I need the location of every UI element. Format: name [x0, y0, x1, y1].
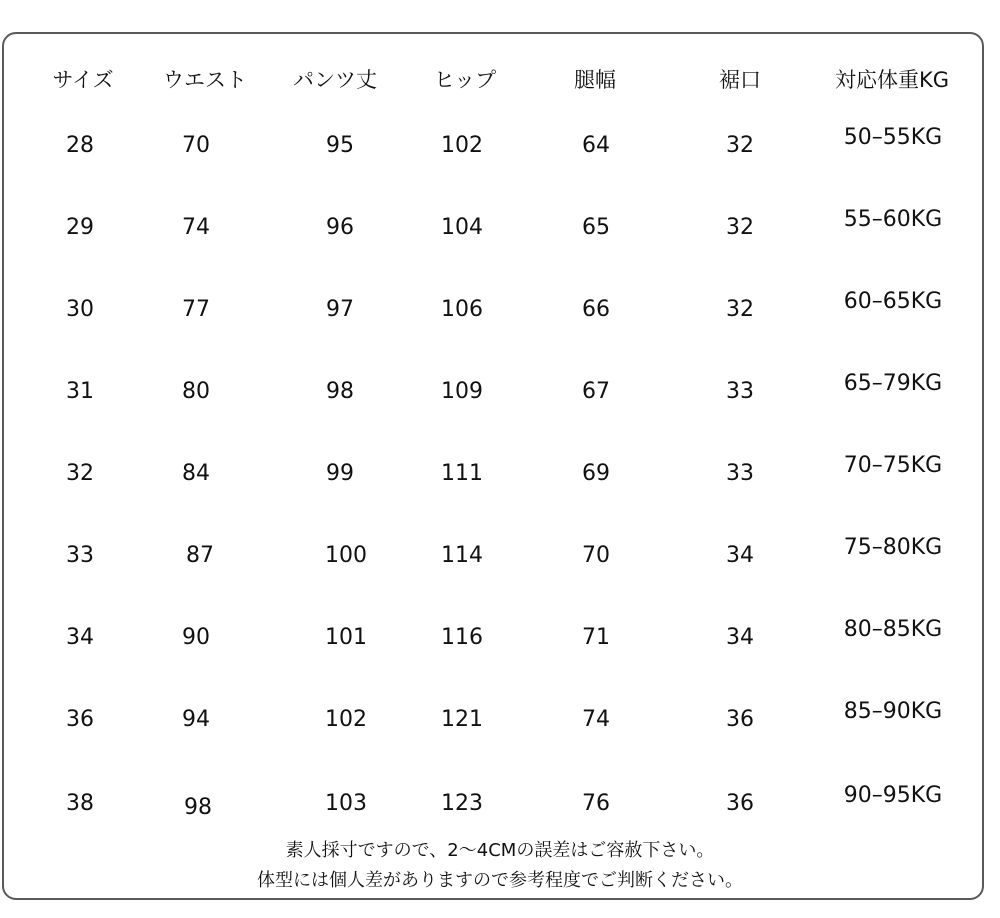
cell-pants-length: 95 [326, 133, 354, 158]
cell-weight: 90–95KG [843, 783, 943, 808]
cell-size: 33 [66, 543, 94, 568]
cell-hem: 36 [726, 707, 754, 732]
header-pants-length: パンツ丈 [293, 68, 377, 92]
cell-weight: 50–55KG [843, 125, 943, 150]
cell-hem: 34 [726, 625, 754, 650]
cell-pants-length: 103 [325, 791, 367, 816]
table-row [0, 536, 1000, 576]
cell-weight: 70–75KG [843, 453, 943, 478]
table-row [0, 700, 1000, 740]
cell-thigh-width: 71 [582, 625, 610, 650]
cell-thigh-width: 65 [582, 215, 610, 240]
cell-hip: 116 [441, 625, 483, 650]
cell-size: 32 [66, 461, 94, 486]
cell-size: 36 [66, 707, 94, 732]
measurement-note: 素人採寸ですので、2～4CMの誤差はご容赦下さい。 [285, 840, 715, 861]
cell-thigh-width: 67 [582, 379, 610, 404]
cell-waist: 70 [182, 133, 210, 158]
cell-thigh-width: 74 [582, 707, 610, 732]
table-row [0, 208, 1000, 248]
cell-weight: 85–90KG [843, 699, 943, 724]
header-thigh-width: 腿幅 [574, 68, 616, 92]
header-weight: 対応体重KG [834, 68, 950, 92]
cell-pants-length: 97 [326, 297, 354, 322]
cell-size: 30 [66, 297, 94, 322]
cell-waist: 87 [186, 543, 214, 568]
body-type-note: 体型には個人差がありますので参考程度でご判断ください。 [257, 870, 743, 891]
cell-weight: 75–80KG [843, 535, 943, 560]
cell-size: 34 [66, 625, 94, 650]
cell-pants-length: 100 [325, 543, 367, 568]
cell-hem: 33 [726, 461, 754, 486]
table-row [0, 454, 1000, 494]
cell-thigh-width: 64 [582, 133, 610, 158]
cell-hip: 123 [441, 791, 483, 816]
cell-size: 31 [66, 379, 94, 404]
cell-pants-length: 98 [326, 379, 354, 404]
table-row [0, 618, 1000, 658]
table-row [0, 784, 1000, 824]
cell-pants-length: 96 [326, 215, 354, 240]
cell-size: 29 [66, 215, 94, 240]
table-header-row [0, 62, 1000, 98]
cell-hip: 109 [441, 379, 483, 404]
cell-waist: 90 [182, 625, 210, 650]
cell-hem: 33 [726, 379, 754, 404]
cell-hip: 111 [441, 461, 483, 486]
cell-hip: 114 [441, 543, 483, 568]
header-hem: 裾口 [719, 68, 761, 92]
header-size: サイズ [52, 68, 114, 92]
cell-pants-length: 101 [325, 625, 367, 650]
cell-hem: 32 [726, 297, 754, 322]
cell-waist: 74 [182, 215, 210, 240]
table-row [0, 372, 1000, 412]
table-row [0, 290, 1000, 330]
cell-waist: 77 [182, 297, 210, 322]
header-hip: ヒップ [433, 68, 497, 92]
cell-hip: 104 [441, 215, 483, 240]
cell-weight: 65–79KG [843, 371, 943, 396]
cell-waist: 84 [182, 461, 210, 486]
header-waist: ウエスト [163, 68, 247, 92]
cell-pants-length: 102 [325, 707, 367, 732]
cell-thigh-width: 69 [582, 461, 610, 486]
cell-hip: 102 [441, 133, 483, 158]
cell-size: 28 [66, 133, 94, 158]
cell-waist: 98 [184, 795, 212, 820]
cell-hem: 32 [726, 215, 754, 240]
cell-hip: 106 [441, 297, 483, 322]
cell-hem: 36 [726, 791, 754, 816]
cell-thigh-width: 76 [582, 791, 610, 816]
cell-weight: 60–65KG [843, 289, 943, 314]
cell-weight: 55–60KG [843, 207, 943, 232]
table-row [0, 126, 1000, 166]
cell-waist: 94 [182, 707, 210, 732]
cell-hem: 32 [726, 133, 754, 158]
cell-thigh-width: 70 [582, 543, 610, 568]
cell-hip: 121 [441, 707, 483, 732]
cell-thigh-width: 66 [582, 297, 610, 322]
cell-size: 38 [66, 791, 94, 816]
cell-hem: 34 [726, 543, 754, 568]
cell-waist: 80 [182, 379, 210, 404]
cell-pants-length: 99 [326, 461, 354, 486]
cell-weight: 80–85KG [843, 617, 943, 642]
